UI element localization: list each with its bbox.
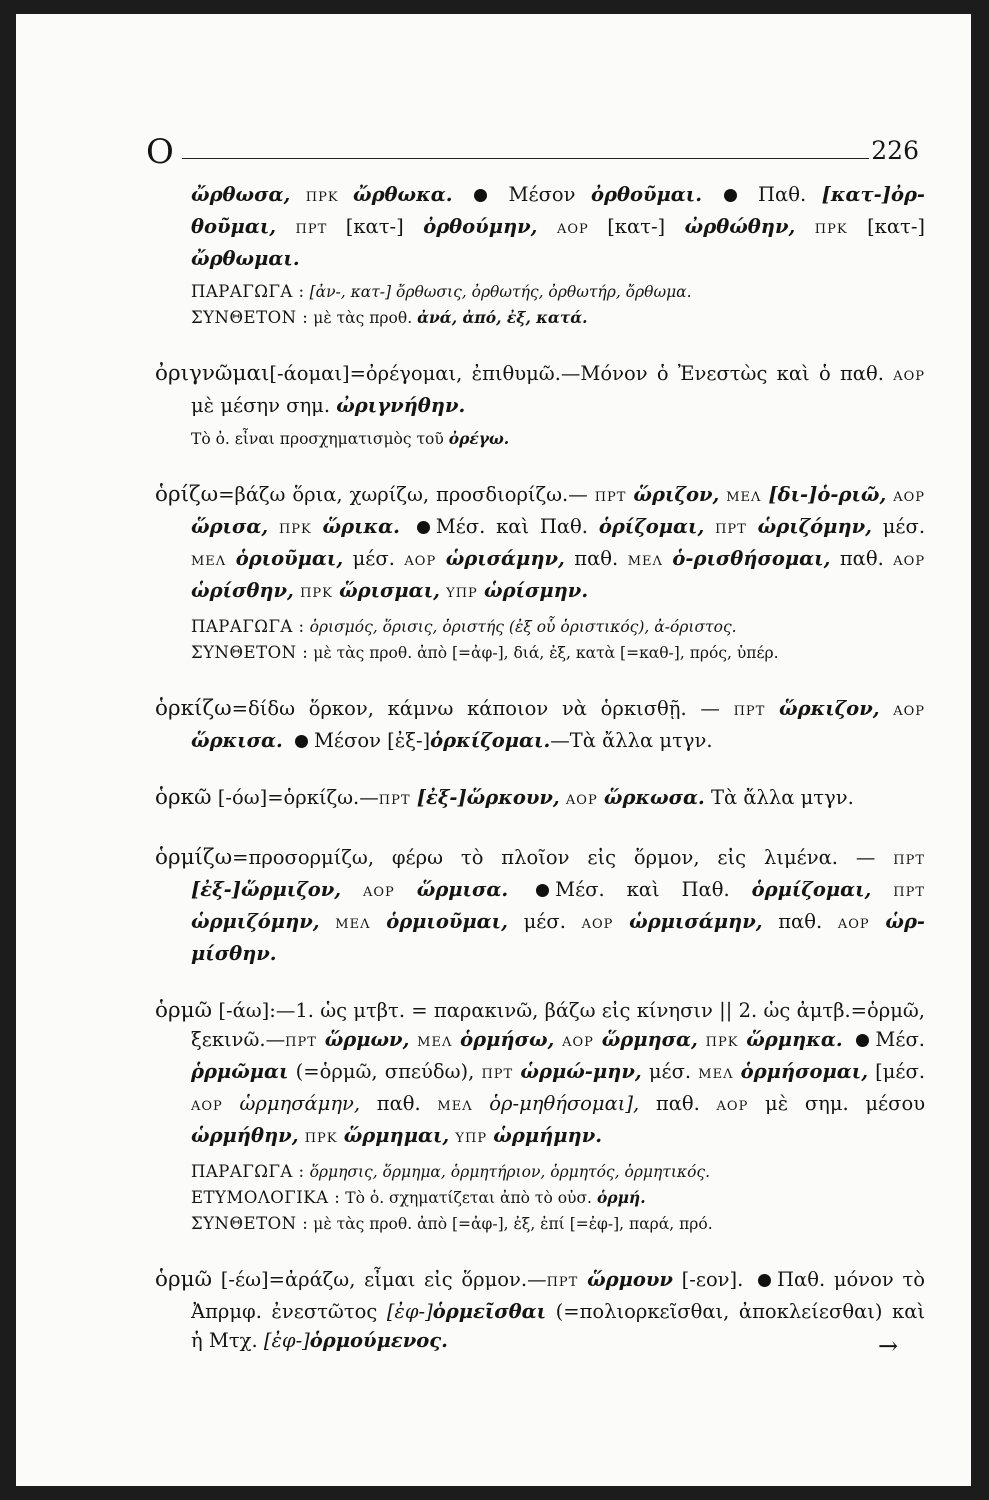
paragoga-text: ὅρμησις, ὅρμημα, ὁρμητήριον, ὁρμητός, ὁρμητικός.	[309, 1163, 711, 1181]
form: ὁρμίζομαι,	[751, 878, 872, 901]
form: μην,	[592, 1060, 642, 1083]
headword: ὀριγνῶμαι	[155, 361, 270, 386]
form: ὁρίζομαι,	[598, 515, 705, 538]
definition: [-έω]=ἀράζω, εἶμαι εἰς ὅρμον.—	[220, 1268, 547, 1291]
bullet-icon	[474, 189, 487, 202]
syntheton-text: μὲ τὰς προθ. ἀπὸ [=ἀφ-], διά, ἐξ, κατὰ [=καθ-], πρός, ὑπέρ.	[313, 644, 779, 662]
voice-label: Μέσον	[493, 183, 592, 206]
tense-abbr: ΠΡΚ	[814, 222, 848, 237]
form: ὥρισα,	[191, 515, 269, 538]
form: θοῦμαι,	[191, 215, 277, 238]
plain: [μέσ.	[875, 1060, 926, 1083]
paragoga-label: ΠΑΡΑΓΩΓΑ :	[191, 282, 305, 301]
voice-label: Παθ.	[742, 183, 822, 206]
note-line	[191, 426, 925, 452]
form: ὠριγνήθην.	[336, 394, 466, 417]
form: ὥρικα.	[322, 515, 400, 538]
form: [δι-]ὁ-	[768, 483, 839, 506]
tense-abbr: ΑΟΡ	[363, 885, 395, 900]
form: ὡρ-	[885, 910, 926, 933]
tense-abbr: ΑΟΡ	[893, 490, 925, 505]
definition: =δίδω ὅρκον, κάμνω κάποιον νὰ ὁρκισθῇ. —	[231, 697, 720, 720]
paragoga-line	[191, 1159, 925, 1185]
headword: ὁρκῶ	[155, 785, 212, 810]
form: μηθήσομαι],	[519, 1092, 640, 1115]
plain: μόνον τὸ Ἀπρμφ. ἐνεστῶτος	[191, 1268, 925, 1323]
headword: ὁρκίζω	[155, 696, 232, 721]
plain: ἀποκλείεσθαι) καὶ ἡ Μτχ.	[191, 1300, 926, 1352]
form: ὁρμήσομαι,	[740, 1060, 868, 1083]
tense-abbr: ΠΡΤ	[546, 1275, 579, 1290]
tense-abbr: ΑΟΡ	[716, 1099, 749, 1114]
definition: ἀμτβ.=ὁρμῶ, ξεκινῶ.—	[191, 999, 925, 1051]
tense-abbr: ΜΕΛ	[191, 554, 227, 569]
form: ὡρίσθην,	[191, 579, 294, 602]
entry-origneomai	[155, 359, 925, 452]
definition: [-άω]:—1. ὡς μτβτ. = παρακινῶ, βάζω εἰς κίνησιν || 2. ὡς	[218, 999, 791, 1022]
form: ριῶ,	[838, 483, 887, 506]
definition: =βάζω ὅρια, χωρίζω, προσδιορίζω.—	[218, 483, 588, 506]
tense-abbr: ΜΕΛ	[698, 1067, 734, 1082]
entry-ormizo	[155, 843, 925, 968]
form: ὁρμούμενος.	[309, 1329, 448, 1352]
dictionary-content	[155, 180, 925, 1383]
tense-abbr: ΠΡΚ	[300, 586, 333, 601]
plain: (=πολιορκεῖσθαι,	[555, 1300, 730, 1323]
form: [κατ-]ὀρ-	[821, 183, 926, 206]
tense-abbr: ΠΡΚ	[278, 522, 312, 537]
tense-abbr: ΠΡΤ	[733, 704, 766, 719]
header-rule	[182, 158, 869, 159]
form: ρισθήσομαι,	[693, 547, 831, 570]
paragoga-text: [ἀν-, κατ-] ὄρθωσις, ὀρθωτής, ὀρθωτήρ, ὄρθωμα.	[309, 283, 692, 301]
form: ὁρκίζομαι.	[430, 729, 551, 752]
form: ὡρμησάμην,	[239, 1092, 361, 1115]
section-letter: Ο	[146, 132, 174, 172]
tense-abbr: ΑΟΡ	[581, 917, 614, 932]
plain: Τὰ ἄλλα μτγν.	[711, 786, 854, 809]
tense-abbr: ΜΕΛ	[335, 917, 371, 932]
form: ὀρέγω.	[448, 429, 510, 448]
prefix: [ἐφ-]	[386, 1300, 433, 1323]
tense-abbr: ΠΡΤ	[295, 222, 346, 237]
plain: παθ.	[655, 1092, 700, 1115]
form: ὡρίσμην.	[484, 579, 589, 602]
entry-ormo-ao	[155, 996, 925, 1237]
plain: μέσ.	[882, 515, 926, 538]
syntheton-line	[191, 1211, 925, 1237]
tense-abbr: ΠΡΤ	[378, 793, 411, 808]
voice-label: Μέσ.	[875, 1028, 925, 1051]
form: ὥρμων,	[324, 1028, 410, 1051]
plain: παθ.	[574, 547, 619, 570]
plain: (=ὁρμῶ, σπεύδω),	[295, 1060, 475, 1083]
prefix: [κατ-]	[345, 215, 404, 238]
syntheton-label: ΣΥΝΘΕΤΟΝ :	[191, 308, 309, 327]
etymology-line	[191, 1185, 925, 1211]
form: ὥριζον,	[633, 483, 720, 506]
entry-orthoumai-continued	[155, 180, 925, 331]
paragoga-label: ΠΑΡΑΓΩΓΑ :	[191, 1162, 305, 1181]
tense-abbr: ΠΡΤ	[285, 1035, 317, 1050]
plain: παθ.	[778, 910, 823, 933]
paragoga-text: ὁρισμός, ὅρισις, ὁριστής (ἐξ οὗ ὁριστικός), ἀ-όριστος.	[309, 618, 737, 636]
prefix: [ἐφ-]	[263, 1329, 310, 1352]
bullet-icon	[295, 735, 308, 748]
voice-label: Μέσ. καὶ Παθ.	[435, 515, 589, 538]
plain: μὲ μέσην σημ.	[191, 394, 331, 417]
syntheton-line	[191, 305, 925, 331]
tense-abbr: ΠΡΤ	[893, 885, 926, 900]
page-header	[146, 132, 919, 172]
form: ὡρισάμην,	[445, 547, 565, 570]
plain: μὲ σημ. μέσου	[765, 1092, 926, 1115]
form: ὁρμιοῦμαι,	[386, 910, 508, 933]
tense-abbr: ΑΟΡ	[893, 554, 926, 569]
tense-abbr: ΠΡΚ	[705, 1035, 739, 1050]
form: ὤρθωσα,	[191, 183, 291, 206]
plain: μέσ.	[352, 547, 395, 570]
tense-abbr: ΜΕΛ	[726, 490, 762, 505]
headword: ὁρμίζω	[155, 845, 233, 870]
etymology-label: ΕΤΥΜΟΛΟΓΙΚΑ :	[191, 1188, 341, 1207]
form: μίσθην.	[191, 942, 277, 965]
bullet-icon	[758, 1274, 771, 1287]
plain: παθ.	[839, 362, 884, 385]
entry-ormo-eo	[155, 1265, 925, 1355]
paragoga-label: ΠΑΡΑΓΩΓΑ :	[191, 617, 305, 636]
prefix: [κατ-]	[607, 215, 666, 238]
form: ὡριζόμην,	[757, 515, 872, 538]
form: ὀρθοῦμαι.	[591, 183, 703, 206]
form: ῥρμῶμαι	[191, 1060, 289, 1083]
note-text: Τὸ ὀ. εἶναι προσχηματισμὸς τοῦ	[191, 430, 444, 448]
form: ὡρμώ-	[520, 1060, 593, 1083]
syntheton-text: ἀνά, ἀπό, ἐξ, κατά.	[417, 308, 588, 327]
bullet-icon	[536, 884, 549, 897]
tense-abbr: ΑΟΡ	[562, 1035, 594, 1050]
form: ὡρμιζόμην,	[191, 910, 320, 933]
syntheton-text: μὲ τὰς προθ. ἀπὸ [=ἀφ-], ἐξ, ἐπί [=ἐφ-], παρά, πρό.	[313, 1215, 713, 1233]
voice-label: Μέσ. καὶ Παθ.	[555, 878, 730, 901]
form: ὀρθούμην,	[423, 215, 538, 238]
bullet-icon	[856, 1034, 869, 1047]
entry-orizo	[155, 480, 925, 666]
form: [ἐξ-]ὥρκουν,	[416, 786, 560, 809]
form: ὡρμήθην,	[191, 1124, 299, 1147]
plain: παθ.	[376, 1092, 421, 1115]
syntheton-line	[191, 640, 925, 666]
prefix: [κατ-]	[867, 215, 926, 238]
form: ὁριοῦμαι,	[235, 547, 344, 570]
form: ὥρμουν	[587, 1268, 673, 1291]
tense-abbr: ΠΡΚ	[305, 190, 354, 205]
page-number: 226	[871, 136, 919, 165]
tense-abbr: ΑΟΡ	[893, 704, 926, 719]
form: ὤρθωμαι.	[191, 247, 300, 270]
tense-abbr: ΠΡΤ	[893, 853, 926, 868]
bullet-icon	[417, 521, 430, 534]
paragoga-line	[191, 279, 925, 305]
entry-orkizo	[155, 694, 925, 755]
form: ὥρκωσα.	[603, 786, 705, 809]
headword: ὁρίζω	[155, 482, 219, 507]
tense-abbr: ΜΕΛ	[627, 554, 663, 569]
tense-abbr: ΑΟΡ	[556, 222, 608, 237]
definition: [-άομαι]=ὀρέγομαι, ἐπιθυμῶ.—Μόνον ὁ Ἐνεστὼς καὶ ὁ	[269, 362, 831, 385]
form: [ἐξ-]ὥρμιζον,	[191, 878, 342, 901]
paragoga-line	[191, 614, 925, 640]
form: ὁρ-	[489, 1092, 520, 1115]
tense-abbr: ΑΟΡ	[837, 917, 870, 932]
definition: =προσορμίζω, φέρω τὸ πλοῖον εἰς ὅρμον, εἰς λιμένα. —	[232, 846, 876, 869]
tense-abbr: ΥΠΡ	[455, 1131, 488, 1146]
tense-abbr: ΑΟΡ	[893, 369, 926, 384]
syntheton-plain: μὲ τὰς προθ.	[313, 309, 413, 327]
form: ὁρμεῖσθαι	[432, 1300, 547, 1323]
bullet-icon	[724, 189, 737, 202]
tense-abbr: ΠΡΚ	[304, 1131, 338, 1146]
continue-arrow-icon: →	[878, 1332, 899, 1360]
tense-abbr: ΥΠΡ	[446, 586, 478, 601]
form: ὥρμημαι,	[343, 1124, 450, 1147]
tense-abbr: ΠΡΤ	[481, 1067, 514, 1082]
form: ὥρκισα.	[191, 729, 283, 752]
form: ὡρμισάμην,	[629, 910, 763, 933]
tense-abbr: ΠΡΤ	[594, 490, 627, 505]
tense-abbr: ΑΟΡ	[565, 793, 598, 808]
tense-abbr: ΑΟΡ	[404, 554, 437, 569]
definition: [-όω]=ὁρκίζω.—	[217, 786, 379, 809]
etymology-text: Τὸ ὁ. σχηματίζεται ἀπὸ τὸ οὐσ.	[345, 1189, 592, 1207]
plain: μέσ.	[523, 910, 566, 933]
form: ὥρμισα.	[416, 878, 509, 901]
syntheton-label: ΣΥΝΘΕΤΟΝ :	[191, 643, 309, 662]
form: ὥρμηκα.	[746, 1028, 843, 1051]
form: ὁρμήσω,	[460, 1028, 555, 1051]
form: ὥρμησα,	[601, 1028, 698, 1051]
form: ὁρμή.	[596, 1188, 646, 1207]
form: ὡρμήμην.	[493, 1124, 603, 1147]
syntheton-label: ΣΥΝΘΕΤΟΝ :	[191, 1214, 309, 1233]
form: ὁ-	[672, 547, 694, 570]
form: ὠρθώθην,	[684, 215, 796, 238]
tense-abbr: ΜΕΛ	[437, 1099, 473, 1114]
prefix: [ἐξ-]	[387, 729, 431, 752]
form: ὤρθωκα.	[353, 183, 453, 206]
tense-abbr: ΑΟΡ	[191, 1099, 223, 1114]
plain: —Τὰ ἄλλα μτγν.	[550, 729, 713, 752]
voice-label: Παθ.	[777, 1268, 826, 1291]
tense-abbr: ΜΕΛ	[417, 1035, 453, 1050]
entry-orko	[155, 783, 925, 815]
plain: μέσ.	[648, 1060, 692, 1083]
plain: [-εον].	[681, 1268, 744, 1291]
form: ὥρκιζον,	[779, 697, 880, 720]
plain: παθ.	[839, 547, 884, 570]
voice-label: Μέσον	[313, 729, 381, 752]
form: ὥρισμαι,	[339, 579, 440, 602]
headword: ὁρμῶ	[155, 998, 213, 1023]
headword: ὁρμῶ	[155, 1267, 213, 1292]
tense-abbr: ΠΡΤ	[715, 522, 747, 537]
